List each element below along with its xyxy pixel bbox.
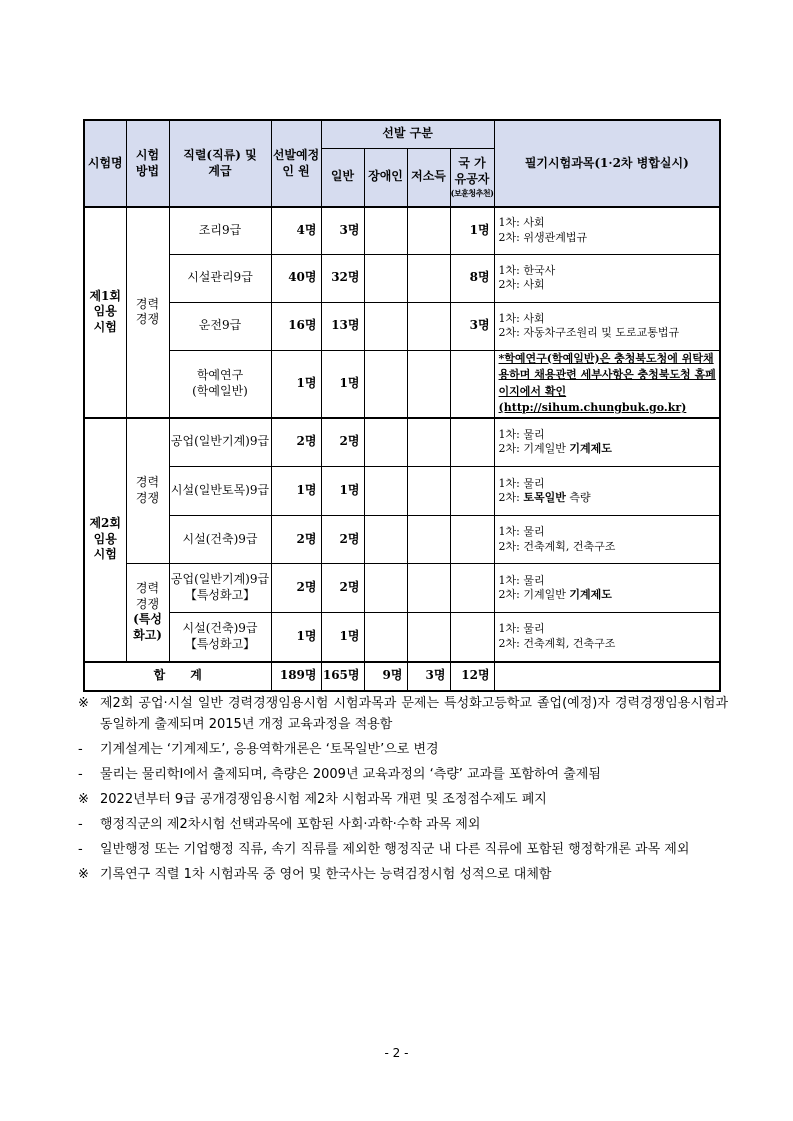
disabled-cell bbox=[364, 516, 407, 564]
header-general: 일반 bbox=[321, 148, 364, 207]
subject-2: 2차: 건축계획, 건축구조 bbox=[498, 539, 616, 553]
table-row bbox=[84, 302, 720, 350]
series-tag: 【특성화고】 bbox=[184, 636, 256, 651]
note-text: 물리는 물리학Ⅰ에서 출제되며, 측량은 2009년 교육과정의 ‘측량’ 교과를 포함하여 출제됨 bbox=[100, 767, 601, 782]
table-row bbox=[84, 207, 720, 254]
total-disabled: 9명 bbox=[364, 662, 407, 691]
low-income-cell bbox=[407, 613, 450, 662]
veteran-cell: 1명 bbox=[450, 207, 494, 254]
notes bbox=[78, 693, 728, 889]
planned-cell: 4명 bbox=[271, 207, 321, 254]
low-income-cell bbox=[407, 350, 450, 418]
subject-2-bold: 기계제도 bbox=[569, 588, 612, 601]
subjects-cell bbox=[494, 207, 720, 254]
general-cell: 1명 bbox=[321, 613, 364, 662]
header-series: 직렬(직류) 및 계급 bbox=[169, 120, 271, 207]
note-text: 일반행정 또는 기업행정 직류, 속기 직류를 제외한 행정직군 내 다른 직류에 포함된 행정학개론 과목 제외 bbox=[100, 842, 690, 857]
planned-cell: 1명 bbox=[271, 350, 321, 418]
subjects-cell bbox=[494, 516, 720, 564]
total-low-income: 3명 bbox=[407, 662, 450, 691]
general-cell: 2명 bbox=[321, 516, 364, 564]
method-b-line1: 경력 bbox=[135, 581, 160, 596]
table-row bbox=[84, 564, 720, 613]
general-cell: 13명 bbox=[321, 302, 364, 350]
exam-table bbox=[83, 119, 721, 692]
total-veteran: 12명 bbox=[450, 662, 494, 691]
table-row bbox=[84, 254, 720, 302]
series-name: 시설(건축)9급 bbox=[182, 621, 258, 636]
series-cell: 조리9급 bbox=[169, 207, 271, 254]
note-mark: - bbox=[78, 817, 83, 832]
header-disabled: 장애인 bbox=[364, 148, 407, 207]
note-item bbox=[78, 839, 728, 860]
subject-1: 1차: 사회 bbox=[498, 311, 545, 325]
total-row bbox=[84, 662, 720, 691]
planned-cell: 2명 bbox=[271, 418, 321, 467]
veteran-cell bbox=[450, 564, 494, 613]
veteran-cell: 8명 bbox=[450, 254, 494, 302]
subjects-cell bbox=[494, 418, 720, 467]
subject-1: 1차: 한국사 bbox=[498, 263, 556, 277]
header-veteran: 국 가 유공자 bbox=[454, 156, 490, 187]
subject-2-line bbox=[499, 491, 720, 505]
header-exam-name: 시험명 bbox=[84, 120, 126, 207]
low-income-cell bbox=[407, 516, 450, 564]
subjects-cell bbox=[494, 613, 720, 662]
subject-2: 2차: 기계일반 bbox=[498, 442, 566, 456]
total-planned: 189명 bbox=[271, 662, 321, 691]
series-name: 공업(일반기계)9급 bbox=[170, 572, 270, 587]
header-subjects: 필기시험과목(1·2차 병합실시) bbox=[494, 120, 720, 207]
table-row bbox=[84, 418, 720, 467]
subject-1: 1차: 물리 bbox=[498, 525, 545, 539]
subject-2: 2차: 건축계획, 건축구조 bbox=[498, 636, 616, 650]
round2-label: 제2회 임용 시험 bbox=[84, 418, 126, 662]
planned-cell: 40명 bbox=[271, 254, 321, 302]
general-cell: 2명 bbox=[321, 564, 364, 613]
planned-cell: 2명 bbox=[271, 516, 321, 564]
veteran-cell bbox=[450, 418, 494, 467]
disabled-cell bbox=[364, 207, 407, 254]
subjects-cell bbox=[494, 302, 720, 350]
method-b-line2: 경쟁 bbox=[135, 596, 160, 611]
subject-1: 1차: 물리 bbox=[498, 427, 545, 441]
planned-cell: 1명 bbox=[271, 467, 321, 516]
note-text: 2022년부터 9급 공개경쟁임용시험 제2차 시험과목 개편 및 조정점수제도 폐지 bbox=[100, 792, 547, 807]
subject-2-bold: 토목일반 bbox=[523, 491, 566, 504]
subject-1: 1차: 사회 bbox=[498, 216, 545, 230]
note-item bbox=[78, 739, 728, 760]
subject-1: 1차: 물리 bbox=[498, 573, 545, 587]
disabled-cell bbox=[364, 418, 407, 467]
low-income-cell bbox=[407, 467, 450, 516]
subject-2: 2차: 사회 bbox=[498, 278, 545, 291]
subject-2: 2차: bbox=[498, 491, 524, 504]
low-income-cell bbox=[407, 564, 450, 613]
note-mark: - bbox=[78, 767, 83, 782]
total-general: 165명 bbox=[321, 662, 364, 691]
series-cell: 시설관리9급 bbox=[169, 254, 271, 302]
header-planned: 선발예정 인 원 bbox=[271, 120, 321, 207]
veteran-cell bbox=[450, 516, 494, 564]
general-cell: 1명 bbox=[321, 467, 364, 516]
subject-2-bold: 기계제도 bbox=[569, 442, 612, 456]
total-label: 합 계 bbox=[84, 662, 271, 691]
total-subjects bbox=[494, 662, 720, 691]
hakye-note: *학예연구(학예일반)은 충청북도청에 위탁채용하며 채용관련 세부사항은 충청북도청 홈페이지에서 확인(http://sihum.chungbuk.go.kr) bbox=[498, 351, 716, 414]
general-cell: 2명 bbox=[321, 418, 364, 467]
general-cell: 1명 bbox=[321, 350, 364, 418]
note-text: 기계설계는 ‘기계제도’, 응용역학개론은 ‘토목일반’으로 변경 bbox=[100, 742, 439, 757]
disabled-cell bbox=[364, 350, 407, 418]
header-method: 시험 방법 bbox=[126, 120, 169, 207]
series-cell: 학예연구 (학예일반) bbox=[169, 350, 271, 418]
note-item bbox=[78, 764, 728, 785]
low-income-cell bbox=[407, 254, 450, 302]
low-income-cell bbox=[407, 207, 450, 254]
series-cell: 운전9급 bbox=[169, 302, 271, 350]
subject-2-line bbox=[499, 588, 720, 602]
subject-2: 2차: 위생관계법규 bbox=[498, 230, 588, 244]
note-mark: ※ bbox=[78, 792, 89, 807]
series-cell bbox=[169, 564, 271, 613]
page-number: - 2 - bbox=[384, 1046, 409, 1060]
disabled-cell bbox=[364, 467, 407, 516]
subject-2: 2차: 기계일반 bbox=[498, 588, 566, 601]
note-text: 기록연구 직렬 1차 시험과목 중 영어 및 한국사는 능력검정시험 성적으로 대체함 bbox=[100, 867, 552, 882]
subject-1: 1차: 물리 bbox=[498, 476, 545, 490]
veteran-cell bbox=[450, 350, 494, 418]
round2-method-b bbox=[126, 564, 169, 662]
round2-method-a: 경력 경쟁 bbox=[126, 418, 169, 564]
series-cell bbox=[169, 613, 271, 662]
disabled-cell bbox=[364, 613, 407, 662]
header-veteran-note: (보훈청추천) bbox=[450, 187, 494, 198]
disabled-cell bbox=[364, 564, 407, 613]
planned-cell: 1명 bbox=[271, 613, 321, 662]
note-text: 행정직군의 제2차시험 선택과목에 포함된 사회·과학·수학 과목 제외 bbox=[100, 817, 481, 832]
method-b-line3: (특성 화고) bbox=[133, 612, 162, 642]
note-item bbox=[78, 789, 728, 810]
low-income-cell bbox=[407, 302, 450, 350]
subject-1: 1차: 물리 bbox=[498, 622, 545, 636]
series-cell: 시설(건축)9급 bbox=[169, 516, 271, 564]
disabled-cell bbox=[364, 302, 407, 350]
note-item bbox=[78, 693, 728, 735]
header-low-income: 저소득 bbox=[407, 148, 450, 207]
header-veteran-cell bbox=[450, 148, 494, 207]
planned-cell: 2명 bbox=[271, 564, 321, 613]
series-tag: 【특성화고】 bbox=[184, 588, 256, 602]
round1-label: 제1회 임용 시험 bbox=[84, 207, 126, 418]
veteran-cell bbox=[450, 467, 494, 516]
general-cell: 32명 bbox=[321, 254, 364, 302]
note-mark: ※ bbox=[78, 867, 89, 882]
veteran-cell bbox=[450, 613, 494, 662]
series-cell: 시설(일반토목)9급 bbox=[169, 467, 271, 516]
planned-cell: 16명 bbox=[271, 302, 321, 350]
note-mark: ※ bbox=[78, 696, 89, 711]
subjects-cell bbox=[494, 350, 720, 418]
table-row bbox=[84, 516, 720, 564]
table-row bbox=[84, 613, 720, 662]
table-row bbox=[84, 467, 720, 516]
general-cell: 3명 bbox=[321, 207, 364, 254]
subject-2-line bbox=[499, 442, 720, 456]
subject-2: 2차: 자동차구조원리 및 도로교통법규 bbox=[498, 326, 680, 339]
low-income-cell bbox=[407, 418, 450, 467]
note-item bbox=[78, 864, 728, 885]
table-row bbox=[84, 350, 720, 418]
note-text: 제2회 공업·시설 일반 경력경쟁임용시험 시험과목과 문제는 특성화고등학교 졸업(예정)자 경력경쟁임용시험과 동일하게 출제되며 2015년 개정 교육과정을 적용함 bbox=[100, 696, 728, 732]
disabled-cell bbox=[364, 254, 407, 302]
series-cell: 공업(일반기계)9급 bbox=[169, 418, 271, 467]
subjects-cell bbox=[494, 564, 720, 613]
subject-2-tail: 측량 bbox=[565, 491, 591, 504]
subjects-cell bbox=[494, 467, 720, 516]
note-mark: - bbox=[78, 842, 83, 857]
veteran-cell: 3명 bbox=[450, 302, 494, 350]
note-item bbox=[78, 814, 728, 835]
note-mark: - bbox=[78, 742, 83, 757]
header-selection: 선발 구분 bbox=[321, 120, 494, 148]
subjects-cell bbox=[494, 254, 720, 302]
round1-method: 경력 경쟁 bbox=[126, 207, 169, 418]
